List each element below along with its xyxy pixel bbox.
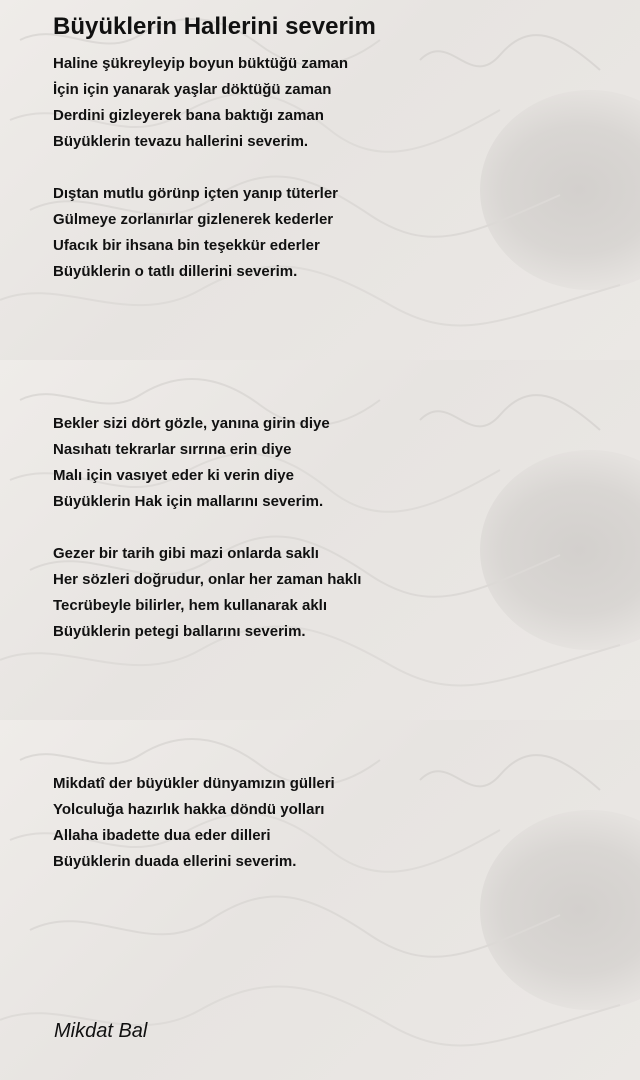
poem-line: Gülmeye zorlanırlar gizlenerek kederler bbox=[53, 211, 334, 228]
poem-line: Derdini gizleyerek bana baktığı zaman bbox=[53, 107, 324, 124]
poem-stanza bbox=[53, 181, 338, 285]
poem-line: Büyüklerin o tatlı dillerini severim. bbox=[53, 263, 298, 280]
poem-line: Yolculuğa hazırlık hakka döndü yolları bbox=[53, 801, 325, 818]
poem-stanza bbox=[53, 51, 348, 155]
poem-title: Büyüklerin Hallerini severim bbox=[53, 13, 376, 40]
poem-line: Ufacık bir ihsana bin teşekkür ederler bbox=[53, 237, 320, 254]
poem-stanza bbox=[53, 541, 361, 645]
poem-stanza bbox=[53, 771, 335, 875]
poem-line: Mikdatî der büyükler dünyamızın gülleri bbox=[53, 775, 335, 792]
poem-stanza bbox=[53, 411, 330, 515]
poem-line: Allaha ibadette dua eder dilleri bbox=[53, 827, 271, 844]
poem-line: Büyüklerin petegi ballarını severim. bbox=[53, 623, 306, 640]
poem-line: İçin için yanarak yaşlar döktüğü zaman bbox=[53, 81, 332, 98]
poem-line: Tecrübeyle bilirler, hem kullanarak aklı bbox=[53, 597, 328, 614]
poem-line: Malı için vasıyet eder ki verin diye bbox=[53, 467, 294, 484]
poem-line: Nasıhatı tekrarlar sırrına erin diye bbox=[53, 441, 292, 458]
poem-line: Her sözleri doğrudur, onlar her zaman haklı bbox=[53, 571, 362, 588]
poem-line: Haline şükreyleyip boyun büktüğü zaman bbox=[53, 55, 349, 72]
poem-line: Büyüklerin duada ellerini severim. bbox=[53, 853, 297, 870]
poem-line: Büyüklerin Hak için mallarını severim. bbox=[53, 493, 324, 510]
poem-line: Büyüklerin tevazu hallerini severim. bbox=[53, 133, 309, 150]
poem-line: Bekler sizi dört gözle, yanına girin diye bbox=[53, 415, 330, 432]
poem-line: Gezer bir tarih gibi mazi onlarda saklı bbox=[53, 545, 319, 562]
poem-author: Mikdat Bal bbox=[54, 1020, 148, 1042]
poem-line: Dıştan mutlu görünp içten yanıp tüterler bbox=[53, 185, 339, 202]
